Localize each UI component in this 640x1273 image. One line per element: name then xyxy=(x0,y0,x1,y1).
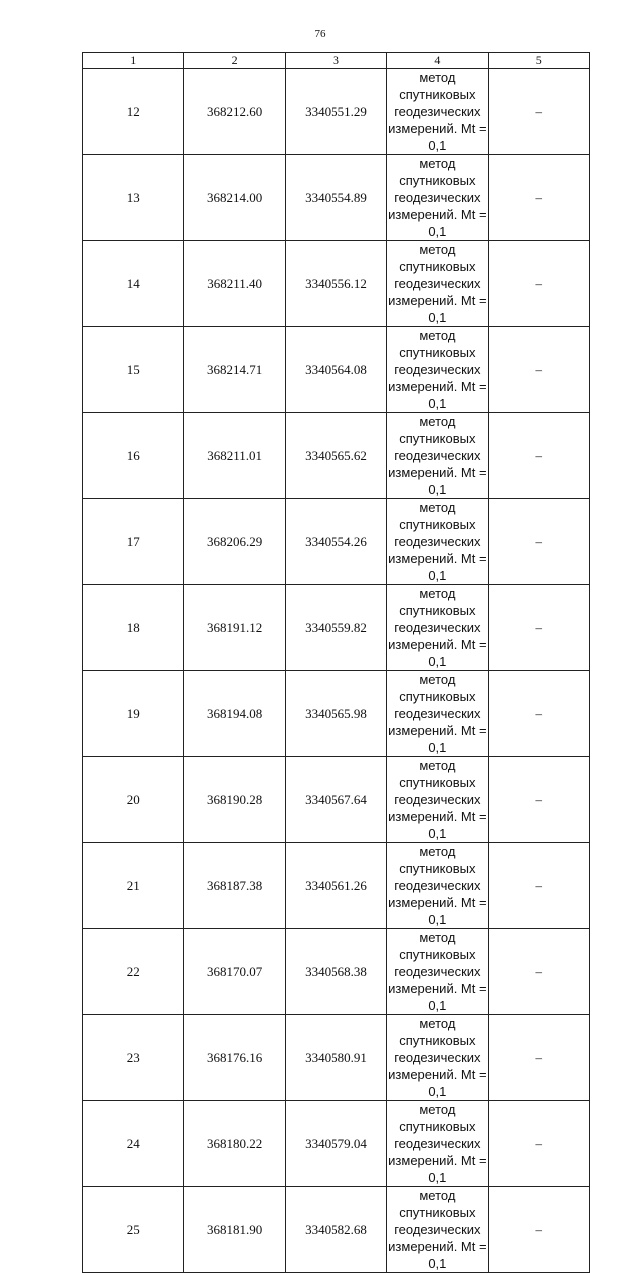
y-coordinate-cell: 3340568.38 xyxy=(285,929,386,1015)
method-line: метод спутниковых xyxy=(399,500,476,532)
table-row xyxy=(83,1187,590,1273)
point-number-cell: 19 xyxy=(83,671,184,757)
method-line: измерений. Mt = 0,1 xyxy=(388,121,487,153)
method-line: геодезических xyxy=(394,964,481,979)
note-cell: – xyxy=(488,929,589,1015)
y-coordinate-cell: 3340579.04 xyxy=(285,1101,386,1187)
method-line: измерений. Mt = 0,1 xyxy=(388,723,487,755)
x-coordinate-cell: 368180.22 xyxy=(184,1101,285,1187)
x-coordinate-cell: 368214.71 xyxy=(184,327,285,413)
y-coordinate-cell: 3340561.26 xyxy=(285,843,386,929)
method-line: измерений. Mt = 0,1 xyxy=(388,809,487,841)
method-line: измерений. Mt = 0,1 xyxy=(388,1153,487,1185)
table-row xyxy=(83,757,590,843)
point-number-cell: 18 xyxy=(83,585,184,671)
method-line: геодезических xyxy=(394,1222,481,1237)
method-line: измерений. Mt = 0,1 xyxy=(388,895,487,927)
x-coordinate-cell: 368206.29 xyxy=(184,499,285,585)
note-cell: – xyxy=(488,1187,589,1273)
table-row xyxy=(83,155,590,241)
x-coordinate-cell: 368170.07 xyxy=(184,929,285,1015)
point-number-cell: 14 xyxy=(83,241,184,327)
y-coordinate-cell: 3340565.62 xyxy=(285,413,386,499)
method-cell xyxy=(387,413,488,499)
method-cell xyxy=(387,929,488,1015)
x-coordinate-cell: 368181.90 xyxy=(184,1187,285,1273)
table-row xyxy=(83,327,590,413)
x-coordinate-cell: 368211.01 xyxy=(184,413,285,499)
method-line: измерений. Mt = 0,1 xyxy=(388,465,487,497)
x-coordinate-cell: 368191.12 xyxy=(184,585,285,671)
method-line: измерений. Mt = 0,1 xyxy=(388,551,487,583)
x-coordinate-cell: 368194.08 xyxy=(184,671,285,757)
note-cell: – xyxy=(488,155,589,241)
method-line: геодезических xyxy=(394,792,481,807)
note-cell: – xyxy=(488,241,589,327)
page-number: 76 xyxy=(314,28,326,40)
point-number-cell: 21 xyxy=(83,843,184,929)
method-cell xyxy=(387,1187,488,1273)
note-cell: – xyxy=(488,327,589,413)
point-number-cell: 25 xyxy=(83,1187,184,1273)
table-row xyxy=(83,843,590,929)
header-cell-1: 1 xyxy=(83,53,184,69)
method-line: геодезических xyxy=(394,1136,481,1151)
method-line: измерений. Mt = 0,1 xyxy=(388,1067,487,1099)
x-coordinate-cell: 368176.16 xyxy=(184,1015,285,1101)
method-cell xyxy=(387,241,488,327)
method-cell xyxy=(387,843,488,929)
table-row xyxy=(83,241,590,327)
table-row xyxy=(83,413,590,499)
y-coordinate-cell: 3340554.26 xyxy=(285,499,386,585)
method-line: метод спутниковых xyxy=(399,1188,476,1220)
method-line: метод спутниковых xyxy=(399,1016,476,1048)
method-line: метод спутниковых xyxy=(399,844,476,876)
table-body xyxy=(83,69,590,1273)
table-row xyxy=(83,1015,590,1101)
table-row xyxy=(83,499,590,585)
method-line: геодезических xyxy=(394,620,481,635)
table-row xyxy=(83,671,590,757)
point-number-cell: 17 xyxy=(83,499,184,585)
table-row xyxy=(83,929,590,1015)
note-cell: – xyxy=(488,671,589,757)
method-line: измерений. Mt = 0,1 xyxy=(388,293,487,325)
header-cell-2: 2 xyxy=(184,53,285,69)
method-cell xyxy=(387,585,488,671)
y-coordinate-cell: 3340565.98 xyxy=(285,671,386,757)
method-line: метод спутниковых xyxy=(399,328,476,360)
method-line: метод спутниковых xyxy=(399,672,476,704)
method-line: геодезических xyxy=(394,190,481,205)
x-coordinate-cell: 368187.38 xyxy=(184,843,285,929)
y-coordinate-cell: 3340551.29 xyxy=(285,69,386,155)
method-line: метод спутниковых xyxy=(399,586,476,618)
point-number-cell: 20 xyxy=(83,757,184,843)
x-coordinate-cell: 368211.40 xyxy=(184,241,285,327)
point-number-cell: 15 xyxy=(83,327,184,413)
note-cell: – xyxy=(488,413,589,499)
note-cell: – xyxy=(488,843,589,929)
method-line: измерений. Mt = 0,1 xyxy=(388,1239,487,1271)
note-cell: – xyxy=(488,69,589,155)
header-row xyxy=(83,53,590,69)
note-cell: – xyxy=(488,757,589,843)
method-line: геодезических xyxy=(394,706,481,721)
method-cell xyxy=(387,671,488,757)
header-cell-3: 3 xyxy=(285,53,386,69)
method-cell xyxy=(387,155,488,241)
point-number-cell: 24 xyxy=(83,1101,184,1187)
method-line: измерений. Mt = 0,1 xyxy=(388,379,487,411)
method-cell xyxy=(387,327,488,413)
method-line: метод спутниковых xyxy=(399,414,476,446)
y-coordinate-cell: 3340582.68 xyxy=(285,1187,386,1273)
y-coordinate-cell: 3340554.89 xyxy=(285,155,386,241)
method-line: геодезических xyxy=(394,448,481,463)
y-coordinate-cell: 3340564.08 xyxy=(285,327,386,413)
note-cell: – xyxy=(488,585,589,671)
method-cell xyxy=(387,1101,488,1187)
note-cell: – xyxy=(488,499,589,585)
coordinates-table xyxy=(82,52,590,1273)
method-line: измерений. Mt = 0,1 xyxy=(388,207,487,239)
table-row xyxy=(83,585,590,671)
y-coordinate-cell: 3340580.91 xyxy=(285,1015,386,1101)
method-line: измерений. Mt = 0,1 xyxy=(388,981,487,1013)
point-number-cell: 12 xyxy=(83,69,184,155)
x-coordinate-cell: 368212.60 xyxy=(184,69,285,155)
y-coordinate-cell: 3340559.82 xyxy=(285,585,386,671)
point-number-cell: 23 xyxy=(83,1015,184,1101)
method-line: метод спутниковых xyxy=(399,1102,476,1134)
x-coordinate-cell: 368214.00 xyxy=(184,155,285,241)
method-line: геодезических xyxy=(394,534,481,549)
note-cell: – xyxy=(488,1101,589,1187)
method-cell xyxy=(387,499,488,585)
table-row xyxy=(83,1101,590,1187)
header-cell-4: 4 xyxy=(387,53,488,69)
method-line: метод спутниковых xyxy=(399,242,476,274)
method-line: геодезических xyxy=(394,878,481,893)
note-cell: – xyxy=(488,1015,589,1101)
y-coordinate-cell: 3340567.64 xyxy=(285,757,386,843)
point-number-cell: 16 xyxy=(83,413,184,499)
method-line: метод спутниковых xyxy=(399,930,476,962)
method-line: геодезических xyxy=(394,276,481,291)
header-cell-5: 5 xyxy=(488,53,589,69)
x-coordinate-cell: 368190.28 xyxy=(184,757,285,843)
method-line: геодезических xyxy=(394,104,481,119)
point-number-cell: 13 xyxy=(83,155,184,241)
point-number-cell: 22 xyxy=(83,929,184,1015)
method-line: метод спутниковых xyxy=(399,70,476,102)
table-row xyxy=(83,69,590,155)
method-line: геодезических xyxy=(394,1050,481,1065)
method-cell xyxy=(387,1015,488,1101)
method-line: измерений. Mt = 0,1 xyxy=(388,637,487,669)
method-line: метод спутниковых xyxy=(399,156,476,188)
method-line: метод спутниковых xyxy=(399,758,476,790)
method-line: геодезических xyxy=(394,362,481,377)
method-cell xyxy=(387,757,488,843)
method-cell xyxy=(387,69,488,155)
y-coordinate-cell: 3340556.12 xyxy=(285,241,386,327)
